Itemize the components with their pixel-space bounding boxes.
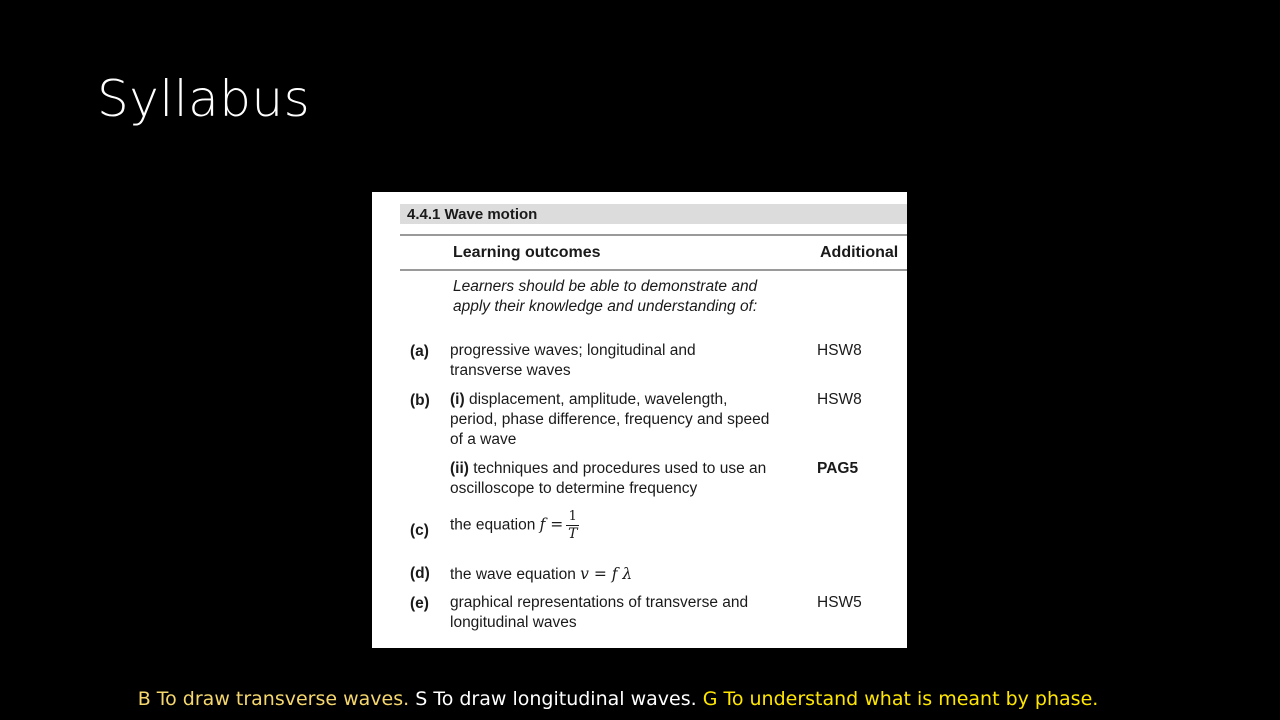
item-ref-b: HSW8 [817, 391, 862, 408]
item-text-b-ii-body: techniques and procedures used to use an oscilloscope to determine frequency [450, 460, 767, 497]
table-rule-top [400, 234, 907, 236]
objective-silver: S To draw longitudinal waves. [415, 688, 697, 710]
syllabus-document-image [372, 192, 907, 648]
item-ref-a: HSW8 [817, 342, 862, 359]
item-text-d [450, 564, 770, 585]
item-text-b-ii [450, 459, 790, 499]
item-label-b: (b) [410, 392, 430, 409]
equation-fraction [566, 510, 579, 541]
objective-bronze: B To draw transverse waves. [137, 688, 410, 710]
equation-numerator: 1 [568, 509, 577, 524]
item-text-c-body: the equation [450, 516, 536, 534]
equation-f-lhs: f = [539, 515, 564, 534]
equation-wave: v = f λ [580, 565, 633, 583]
item-text-e: graphical representations of transverse and longitudinal waves [450, 594, 749, 631]
item-text-b-i [450, 390, 770, 450]
item-label-d: (d) [410, 565, 430, 582]
objective-gold: G To understand what is meant by phase. [702, 688, 1099, 710]
equation-denominator: T [568, 526, 578, 542]
item-label-e: (e) [410, 595, 429, 612]
item-label-c: (c) [410, 522, 429, 539]
column-header-additional: Additional [820, 244, 899, 261]
item-label-a: (a) [410, 343, 429, 360]
item-text-c [450, 510, 700, 541]
item-sub-b-ii: (ii) [450, 460, 469, 477]
item-ref-b-ii: PAG5 [817, 460, 859, 477]
item-text-b-i-body: displacement, amplitude, wavelength, period, phase difference, frequency and speed of a wave [450, 391, 770, 448]
item-text-d-body: the wave equation [450, 566, 576, 583]
column-header-learning-outcomes: Learning outcomes [453, 244, 601, 261]
lesson-objectives [0, 688, 1236, 710]
item-ref-e: HSW5 [817, 594, 862, 611]
section-title: 4.4.1 Wave motion [407, 206, 538, 223]
item-text-a: progressive waves; longitudinal and transverse waves [450, 342, 696, 379]
slide-title: Syllabus [97, 70, 311, 128]
table-rule-header [400, 269, 907, 271]
intro-text: Learners should be able to demonstrate and apply their knowledge and understanding of: [453, 278, 758, 315]
item-sub-b-i: (i) [450, 391, 465, 408]
